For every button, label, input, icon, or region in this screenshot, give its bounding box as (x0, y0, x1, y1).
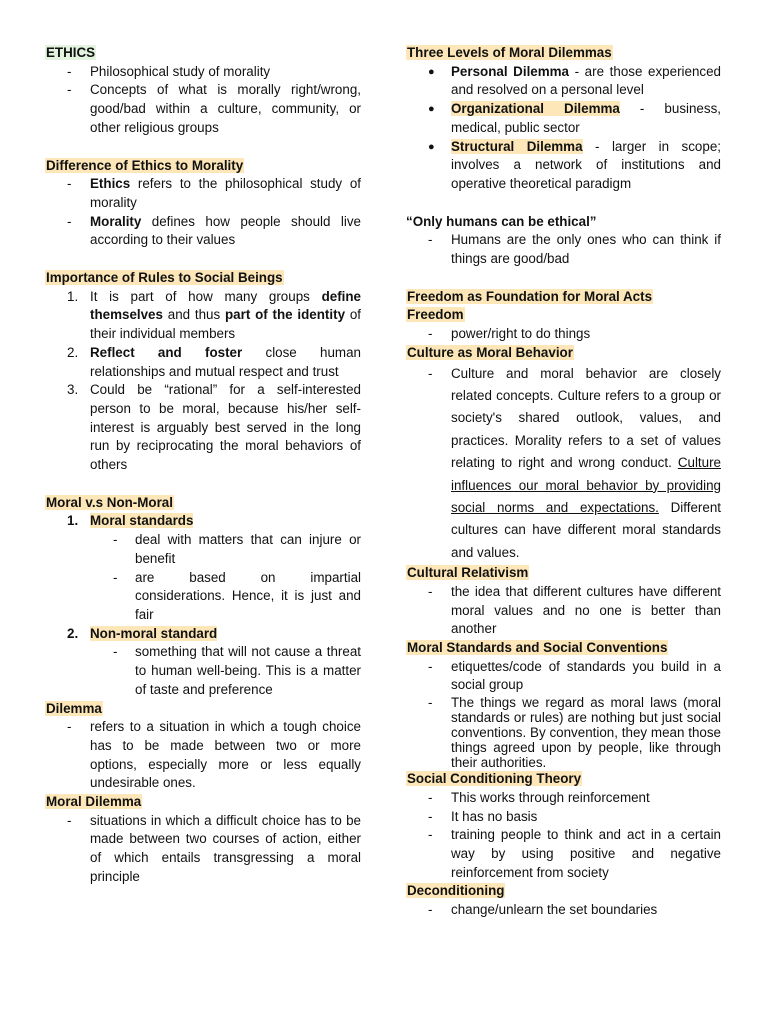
moral-dilemma-heading: Moral Dilemma (46, 794, 142, 810)
sub-list-item: - something that will not cause a threat to human well-being. This is a matter of taste and preference (113, 644, 361, 697)
list-item: - Humans are the only ones who can think if things are good/bad (428, 232, 721, 267)
freedom-heading: Freedom (407, 307, 464, 323)
bullet-item: ● Structural Dilemma - larger in scope; involves a network of institutions and operative theoretical paradigm (428, 138, 721, 191)
levels-heading: Three Levels of Moral Dilemmas (407, 45, 612, 60)
numbered-item: 2. Non-moral standard (67, 625, 218, 641)
numbered-item: 3. Could be “rational” for a self-interested person to be moral, because his/her self-interest is arguably best served in the long run by reciprocating the moral behaviors of others (67, 382, 361, 473)
dilemma-heading: Dilemma (46, 700, 102, 716)
list-item: - etiquettes/code of standards you build in a social group (428, 658, 721, 693)
sub-list-item: - are based on impartial considerations. Hence, it is just and fair (113, 569, 361, 622)
culture-heading: Culture as Moral Behavior (407, 344, 573, 360)
bullet-item: ● Organizational Dilemma - business, medical, public sector (428, 101, 721, 135)
list-item: - training people to think and act in a certain way by using positive and negative reinforcement from society (428, 827, 721, 880)
list-item: - Philosophical study of morality (67, 63, 271, 79)
right-column (406, 44, 721, 920)
importance-heading: Importance of Rules to Social Beings (46, 270, 283, 286)
list-item: - The things we regard as moral laws (moral standards or rules) are nothing but just social conventions. By convention, they mean those things agreed upon by people, like through their authorities. (428, 695, 721, 771)
list-item: - Ethics refers to the philosophical study of morality (67, 176, 361, 210)
list-item: - the idea that different cultures have different moral values and no one is better than another (428, 583, 721, 637)
freedom-foundation-heading: Freedom as Foundation for Moral Acts (407, 288, 653, 304)
list-item: - Morality defines how people should live according to their values (67, 213, 361, 248)
moral-nonmoral-heading: Moral v.s Non-Moral (46, 494, 173, 510)
conditioning-heading: Social Conditioning Theory (407, 771, 582, 787)
list-item: - Concepts of what is morally right/wrong, good/bad within a culture, community, or other religious groups (67, 82, 361, 135)
ethics-heading: ETHICS (46, 45, 96, 60)
list-item: - refers to a situation in which a tough choice has to be made between two or more options, especially more or less equally undesirable ones. (67, 719, 361, 791)
numbered-item: 2. Reflect and foster close human relationships and mutual respect and trust (67, 344, 361, 379)
list-item: - situations in which a difficult choice has to be made between two courses of action, either of which entails transgressing a moral principle (67, 812, 361, 884)
numbered-item: 1. It is part of how many groups define themselves and thus part of the identity of their individual members (67, 288, 361, 342)
sub-list-item: - deal with matters that can injure or benefit (113, 532, 361, 566)
only-humans-heading: “Only humans can be ethical” (406, 213, 597, 229)
list-item: - This works through reinforcement (428, 789, 650, 805)
numbered-item: 1. Moral standards (67, 513, 194, 529)
bullet-item: ● Personal Dilemma - are those experienced and resolved on a personal level (428, 63, 721, 98)
standards-heading: Moral Standards and Social Conventions (407, 640, 668, 656)
deconditioning-heading: Deconditioning (407, 883, 505, 899)
list-item: - change/unlearn the set boundaries (428, 902, 658, 918)
difference-heading: Difference of Ethics to Morality (46, 157, 244, 173)
left-column (45, 44, 361, 887)
list-item: - Culture and moral behavior are closely related concepts. Culture refers to a group or society's shared outlook, values, and practices. Morality refers to a set of values relating to right and wrong conduct. Culture influences our moral behavior by providing social norms and expectations. Different cultures can have different moral standards and values. (428, 365, 721, 560)
list-item: - It has no basis (428, 808, 538, 824)
relativism-heading: Cultural Relativism (407, 565, 529, 581)
list-item: - power/right to do things (428, 326, 591, 342)
